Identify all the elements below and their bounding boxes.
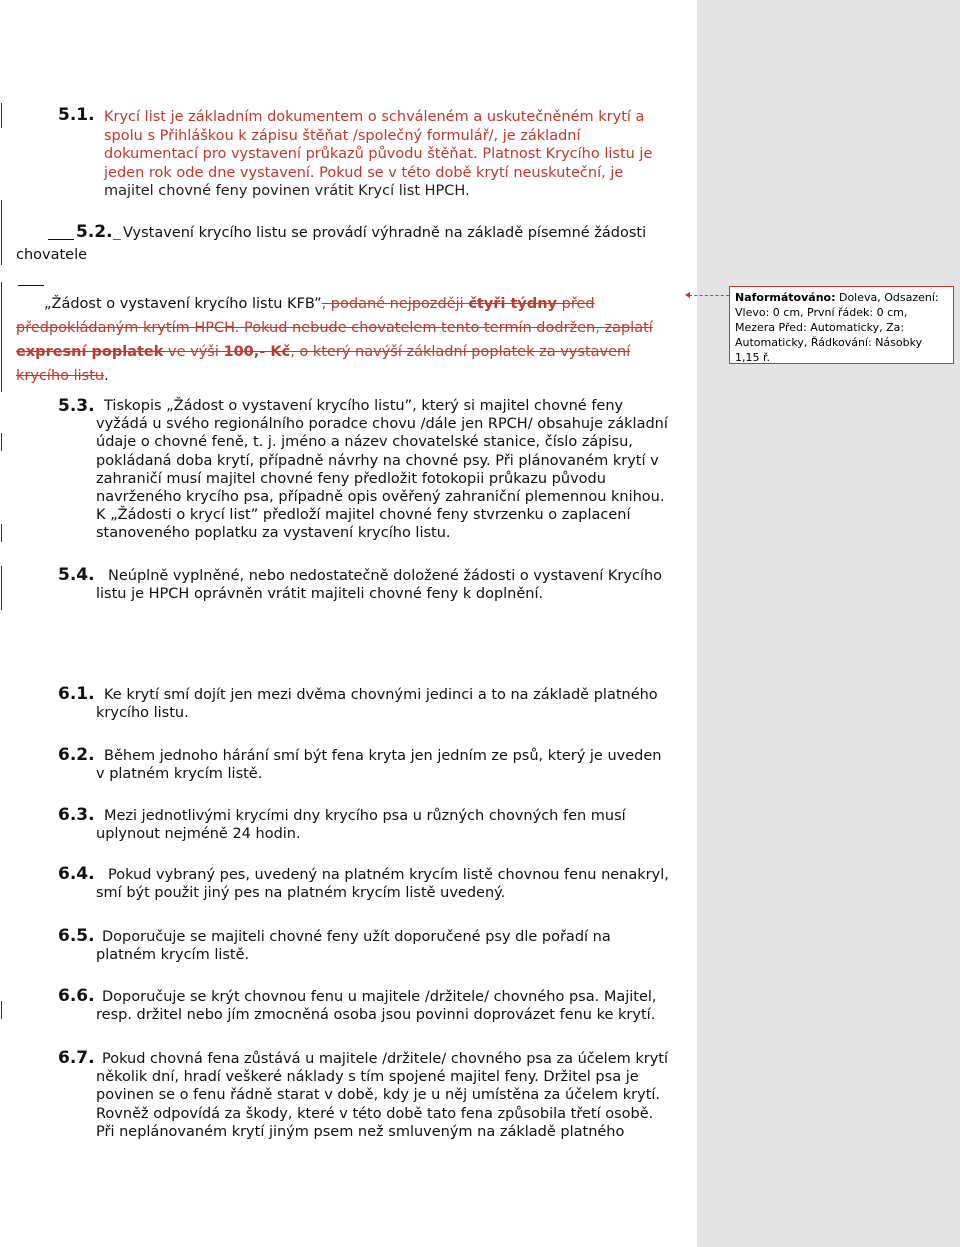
formatting-comment[interactable] xyxy=(729,286,954,364)
section-number: 6.5. xyxy=(58,926,95,946)
section-number: 6.2. xyxy=(58,745,95,765)
text-line: smí být použit jiný pes na platném krycím listě uvedený. xyxy=(96,885,506,902)
text-line: Neúplně vyplněné, nebo nedostatečně doložené žádosti o vystavení Krycího xyxy=(108,568,663,584)
change-bar xyxy=(1,103,2,128)
section-number: 6.4. xyxy=(58,864,95,884)
text-line: údaje o chovné feně, t. j. jméno a název chovatelské stanice, číslo zápisu, xyxy=(96,434,633,451)
text-line: Ke krytí smí dojít jen mezi dvěma chovnými jedinci a to na základě platného xyxy=(104,687,658,703)
text-line: navrženého krycího psa, případně opis ověřený zahraniční plemennou knihou. xyxy=(96,489,665,506)
text-line: resp. držitel nebo jím zmocněná osoba jsou povinni doprovázet fenu ke krytí. xyxy=(96,1007,656,1024)
paragraph-6-1 xyxy=(96,686,686,722)
paragraph-5-3 xyxy=(96,397,686,543)
comment-text: Doleva, Odsazení: Vlevo: 0 cm, První řádek: 0 cm, Mezera Před: Automaticky, Za: Automaticky, Řádkování: Násobky 1,15 ř. xyxy=(735,291,939,364)
text-line: Doporučuje se krýt chovnou fenu u majitele /držitele/ chovného psa. Majitel, xyxy=(102,989,657,1005)
paragraph-6-3 xyxy=(96,807,686,843)
text-line: listu je HPCH oprávněn vrátit majiteli chovné feny k doplnění. xyxy=(96,586,544,603)
text-line: platném krycím listě. xyxy=(96,947,250,964)
request-title: „Žádost o vystavení krycího listu KFB” xyxy=(44,296,322,312)
text-line: Pokud vybraný pes, uvedený na platném krycím listě chovnou fenu nenakryl, xyxy=(108,867,669,883)
section-number: 5.1. xyxy=(58,105,95,125)
text-line: v platném krycím listě. xyxy=(96,766,263,783)
text-line: zahraničí musí majitel chovné feny předložit fotokopii průkazu původu xyxy=(96,470,606,487)
text-line: dokumentací pro vystavení průkazů původu štěňat. Platnost Krycího listu je xyxy=(104,146,653,162)
section-number: 5.2. xyxy=(76,222,113,242)
text-line: Mezi jednotlivými krycími dny krycího psa u různých chovných fen musí xyxy=(104,808,626,824)
tracked-underline xyxy=(48,222,74,240)
text-line: vyžádá u svého regionálního poradce chovu /dále jen RPCH/ obsahuje základní xyxy=(96,416,668,433)
text-line: majitel chovné feny povinen vrátit Krycí list HPCH. xyxy=(104,183,470,199)
change-bar xyxy=(1,566,2,610)
paragraph-6-4 xyxy=(96,866,686,902)
paragraph-5-2-request: „Žádost o vystavení krycího listu KFB”, podané nejpozději čtyři týdny před předpokládaným krytím HPCH. Pokud nebude chovatelem tento termín dodržen, zaplatí expresní poplatek ve výši 100,- Kč, o který navýší základní poplatek za vystavení krycího listu. xyxy=(16,296,653,384)
change-bar xyxy=(1,1001,2,1019)
paragraph-5-4 xyxy=(96,567,686,603)
comment-connector xyxy=(689,295,729,296)
text-line: Při neplánovaném krytí jiným psem než smluveným na základě platného xyxy=(96,1123,625,1140)
section-number: 5.4. xyxy=(58,565,95,585)
text-line: K „Žádosti o krycí list” předloží majitel chovné feny stvrzenku o zaplacení xyxy=(96,507,631,524)
text-line: pokládaná doba krytí, případně návrhy na chovné psy. Při plánovaném krytí v xyxy=(96,452,659,469)
text-line: Doporučuje se majiteli chovné feny užít doporučené psy dle pořadí na xyxy=(102,929,611,945)
comments-pane xyxy=(697,0,960,1247)
paragraph-5-2-line1: Vystavení krycího listu se provádí výhradně na základě písemné žádosti xyxy=(123,225,647,241)
text-line: Tiskopis „Žádost o vystavení krycího listu”, který si majitel chovné feny xyxy=(104,398,624,414)
section-number: 5.3. xyxy=(58,396,95,416)
text-line: Během jednoho hárání smí být fena kryta jen jedním ze psů, který je uveden xyxy=(104,748,662,764)
paragraph-6-6 xyxy=(96,988,686,1024)
text-line: uplynout nejméně 24 hodin. xyxy=(96,826,301,843)
change-bar xyxy=(1,433,2,451)
change-bar xyxy=(1,200,2,265)
section-number: 6.7. xyxy=(58,1048,95,1068)
text-line: Pokud chovná fena zůstává u majitele /držitele/ chovného psa za účelem krytí xyxy=(102,1051,669,1067)
text-line: Krycí list je základním dokumentem o schváleném a uskutečněném krytí a xyxy=(104,109,645,125)
text-line: stanoveného poplatku za vystavení krycího listu. xyxy=(96,525,451,542)
tracked-underline xyxy=(18,284,44,286)
change-bar xyxy=(1,524,2,542)
change-bar xyxy=(1,282,2,392)
text-line: jeden rok ode dne vystavení. Pokud se v této době krytí neuskuteční, je xyxy=(104,164,624,181)
tracked-underline xyxy=(113,222,121,240)
comment-label: Naformátováno: xyxy=(735,291,836,304)
section-number: 6.1. xyxy=(58,684,95,704)
text-line: povinen se o fenu řádně starat v době, kdy je u něj umístěna za účelem krytí. xyxy=(96,1087,661,1104)
text-line: spolu s Přihláškou k zápisu štěňat /společný formulář/, je základní xyxy=(104,127,581,144)
paragraph-5-1 xyxy=(104,108,686,201)
paragraph-6-2 xyxy=(96,747,686,783)
text-line: krycího listu. xyxy=(96,705,189,722)
text-line: několik dní, hradí veškeré náklady s tím spojené majitel feny. Držitel psa je xyxy=(96,1069,639,1086)
paragraph-6-5 xyxy=(96,928,686,964)
section-number: 6.6. xyxy=(58,986,95,1006)
section-number: 6.3. xyxy=(58,805,95,825)
text-line: Rovněž odpovídá za škody, které v této době tato fena způsobila třetí osobě. xyxy=(96,1105,654,1122)
paragraph-5-2-line2: chovatele xyxy=(16,247,88,263)
paragraph-6-7 xyxy=(96,1050,686,1141)
